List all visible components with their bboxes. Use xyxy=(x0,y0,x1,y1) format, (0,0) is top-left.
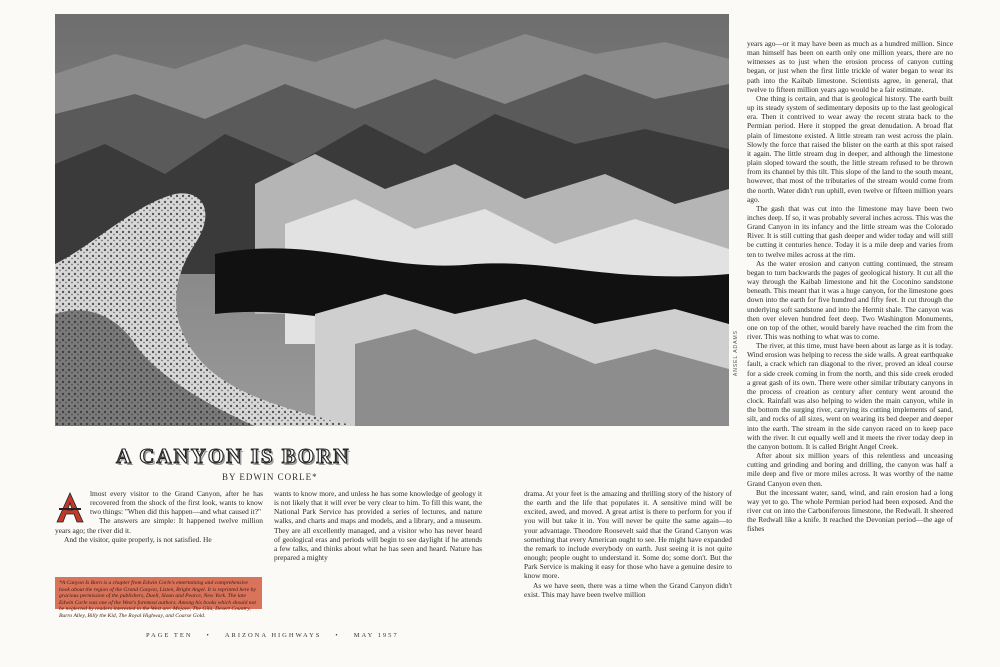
canyon-photo-art xyxy=(55,14,729,426)
folio-magazine: ARIZONA HIGHWAYS xyxy=(224,632,322,639)
folio-bullet: • xyxy=(206,632,211,639)
paragraph: The answers are simple: It happened twelve million years ago; the river did it. xyxy=(55,516,263,535)
author-footnote: *A Canyon Is Born is a chapter from Edwin Corle's entertaining and comprehensive book about the region of the Grand Canyon, Listen, Bright Angel. It is reprinted here by gracious permission of the publishers, Duell, Sloan and Pearce, New York. The late Edwin Corle was one of the West's foremost authors. Among his books which should not be neglected by readers interested in the West are: Mojave, The Gila, Desert Country, Burro Alley, Billy the Kid, The Royal Highway, and Coarse Gold. xyxy=(55,577,262,609)
drop-cap-a-icon xyxy=(55,490,85,524)
canyon-photo xyxy=(55,14,729,426)
paragraph: But the incessant water, sand, wind, and rain erosion had a long way yet to go. The whole Permian period had been exposed. And the river cut on into the Carboniferous limestone, the Redwall. It sheered the Redwall like a knife. It reached the Devonian period—the age of fishes xyxy=(747,487,953,534)
paragraph: wants to know more, and unless he has some knowledge of geology it is not likely that it will ever be very clear to him. To fill this want, the National Park Service has provided a series of lectures, and nature walks, and charts and maps and models, and a library, and a museum. They are all excellently managed, and a visitor who has never heard of geological eras and periods will begin to see daylight if he attends a few talks, and thinks about what he has seen and heard. Nature has prepared a mighty xyxy=(274,489,482,563)
article-byline: BY EDWIN CORLE* xyxy=(222,472,318,482)
folio-page: PAGE TEN xyxy=(146,632,193,639)
paragraph: lmost every visitor to the Grand Canyon, after he has recovered from the shock of the first look, wants to know two things: "When did this happen—and what caused it?" xyxy=(90,489,263,517)
text-column-2 xyxy=(274,489,482,606)
text-column-1 xyxy=(55,489,263,587)
text-column-3 xyxy=(524,489,732,607)
article-title: A CANYON IS BORN xyxy=(116,444,351,468)
photo-credit: ANSEL ADAMS xyxy=(733,330,739,377)
paragraph: As we have seen, there was a time when the Grand Canyon didn't exist. This may have been twelve million xyxy=(524,580,732,599)
paragraph: drama. At your feet is the amazing and thrilling story of the history of the earth and the life that populates it. A sensitive mind will be excited, awed, and moved. A great artist is there to perform for you if you will but take it in. You will never be quite the same again—to your advantage. Theodore Roosevelt said that the Grand Canyon was something that every American ought to see. He might have expanded the remark to include everybody on earth. Just seeing it is not quite enough; people ought to understand it. Some do; some don't. But the Park Service is making it easy for those who have a genuine desire to know more. xyxy=(524,489,732,581)
paragraph: One thing is certain, and that is geological history. The earth built up its steady system of sedimentary deposits up to the last geological era. Then it contrived to wear away the recent strata back to the Permian period. Here it stopped the great denudation. A broad flat plain of limestone existed. A little stream ran west across the plain. Slowly the force that raised the blister on the earth at this spot raised it again. The little stream dug in deeper, and although the limestone plain sloped toward the south, the little stream refused to be thrown from its channel by this tilt. This slope of the land to the south meant, however, that most of the tributaries of the stream would come from the north. Water didn't run uphill, even twelve or fifteen million years ago. xyxy=(747,93,953,204)
paragraph: The river, at this time, must have been about as large as it is today. Wind erosion was helping to recess the side walls. A great earthquake fault, a crack which ran diagonal to the river, proved an ideal course for a side creek coming in from the north, and this side creek eroded a great gash of its own. There were other similar tributary canyons in the process of creation as century after century went around the clock. Rainfall was also helping to widen the main canyon, while in the bottom the surging river, carrying its cutting implements of sand, silt, and rocks of all sizes, went on wearing its bed deeper and deeper into the earth. The stream in the side canyon raced on to keep pace with the river. It cut equally well and it meets the river today deep in the canyon bottom. It is called Bright Angel Creek. xyxy=(747,341,953,451)
page-folio xyxy=(146,632,399,639)
paragraph: The gash that was cut into the limestone may have been two inches deep. If so, it was probably several inches across. This was the Grand Canyon in its infancy and the little stream was the Colorado River. It is still cutting that gash deeper and wider today and will still be cutting it centuries hence. Today it is a mile deep and varies from ten to twelve miles across at the rim. xyxy=(747,203,953,259)
paragraph: After about six million years of this relentless and unceasing cutting and grinding and boring and drilling, the canyon was half a mile deep and five or more miles across. It was worthy of the name Grand Canyon even then. xyxy=(747,451,953,488)
folio-date: MAY 1957 xyxy=(353,632,399,639)
paragraph: And the visitor, quite properly, is not satisfied. He xyxy=(64,534,212,544)
text-column-4 xyxy=(747,39,953,619)
paragraph: As the water erosion and canyon cutting continued, the stream began to turn backwards the pages of geological history. It cut all the way through the Kaibab limestone and hit the Coconino sandstone beneath. This meant that it was a huge canyon, for the limestone goes down into the earth for five hundred and fifty feet. It cut through the underlying soft sandstone and into the Hermit shale. The canyon was then over eleven hundred feet deep. Two Washington Monuments, one on top of the other, would barely have reached the rim from the river. This was nothing to what was to come. xyxy=(747,258,953,341)
folio-bullet: • xyxy=(335,632,340,639)
paragraph: years ago—or it may have been as much as a hundred million. Since man himself has been on earth only one million years, there are no witnesses as to just when the erosion process of canyon cutting began, or just when the first little trickle of water began to wear its path into the Kaibab limestone. Scientists agree, in general, that twelve to fifteen million years ago would be a fair estimate. xyxy=(747,39,953,94)
